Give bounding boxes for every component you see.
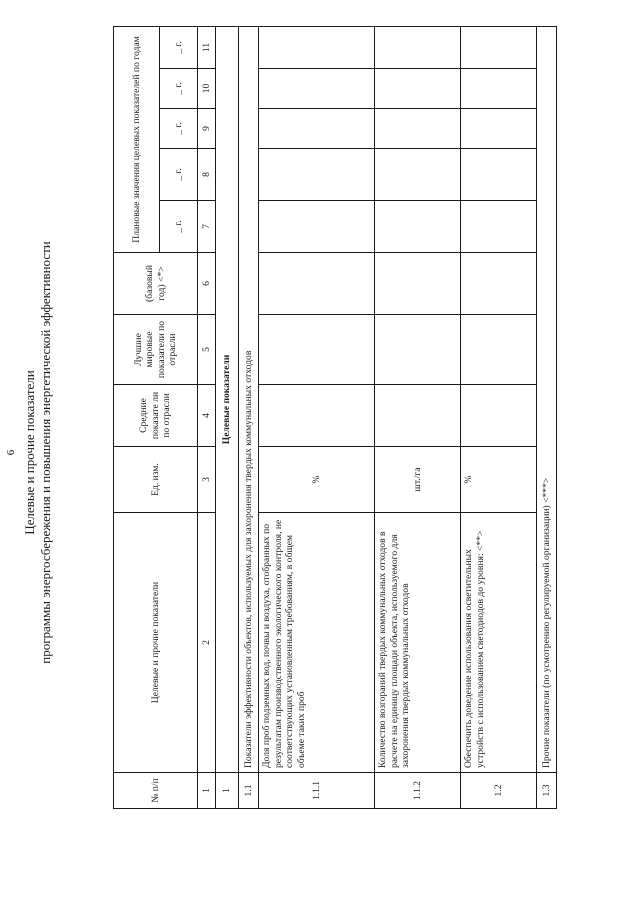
row-cell [259,26,375,68]
document-title: Целевые и прочие показатели [22,370,37,535]
row-cell [259,69,375,109]
row-name: Количество возгораний твердых коммунальных отходов в расчете на единицу площади объекта, используемого для захоронения твердых коммунальных отходов [375,513,461,773]
column-number: 4 [198,385,216,447]
column-number: 1 [198,773,216,809]
row-cell [375,385,461,447]
row-cell [259,385,375,447]
row-num: 1.3 [537,773,557,809]
header-best: Лучшие мировые показатели по отрасли [114,315,198,385]
header-year: _ г. [160,201,198,253]
header-unit: Ед. изм. [114,447,198,513]
row-cell [259,201,375,253]
document-subtitle: программы энергосбережения и повышения энергетической эффективности [38,241,53,664]
row-name: Доля проб подземных вод, почвы и воздуха, отобранных по результатам производственного экологического контроля, не соответствующих установленным требованиям, в общем объеме таких проб [259,513,375,773]
row-cell [375,201,461,253]
column-number: 2 [198,513,216,773]
row-cell [461,201,537,253]
row-cell [375,315,461,385]
header-num: № п/п [114,773,198,809]
column-number: 3 [198,447,216,513]
row-span-label: Прочие показатели (по усмотрению регулируемой организации) <***> [537,26,557,772]
row-cell [375,253,461,315]
header-base: (базовый год) <*> [114,253,198,315]
row-num: 1.1.1 [259,773,375,809]
row-cell [375,69,461,109]
indicators-table [113,26,557,809]
row-span-label: Показатели эффективности объектов, используемых для захоронения твердых коммунальных отходов [239,26,259,772]
column-number: 9 [198,109,216,149]
column-number: 6 [198,253,216,315]
row-cell [461,26,537,68]
row-num: 1.2 [461,773,537,809]
column-number: 5 [198,315,216,385]
row-cell [259,149,375,201]
row-cell [259,315,375,385]
column-number: 8 [198,149,216,201]
row-cell [461,69,537,109]
section-title: Целевые показатели [216,26,239,772]
row-cell [375,26,461,68]
row-num: 1.1 [239,773,259,809]
column-number: 11 [198,26,216,68]
column-number: 7 [198,201,216,253]
header-avg: Средние показате ли по отрасли [114,385,198,447]
row-cell [259,109,375,149]
row-unit: % [259,447,375,513]
row-cell [259,253,375,315]
row-unit: % [461,447,537,513]
row-unit: шт./га [375,447,461,513]
row-cell [461,315,537,385]
column-number: 10 [198,69,216,109]
row-cell [375,149,461,201]
row-cell [461,253,537,315]
header-year: _ г. [160,109,198,149]
row-cell [461,385,537,447]
row-name: Обеспечить доведение использования осветительных устройств с использованием светодиодов до уровня: <**> [461,513,537,773]
section-num: 1 [216,773,239,809]
header-name: Целевые и прочие показатели [114,513,198,773]
header-year: _ г. [160,26,198,68]
row-num: 1.1.2 [375,773,461,809]
page-number: 6 [5,449,17,456]
row-cell [461,149,537,201]
row-cell [375,109,461,149]
row-cell [461,109,537,149]
header-year: _ г. [160,149,198,201]
header-year: _ г. [160,69,198,109]
header-planned: Плановые значения целевых показателей по годам [114,26,160,252]
